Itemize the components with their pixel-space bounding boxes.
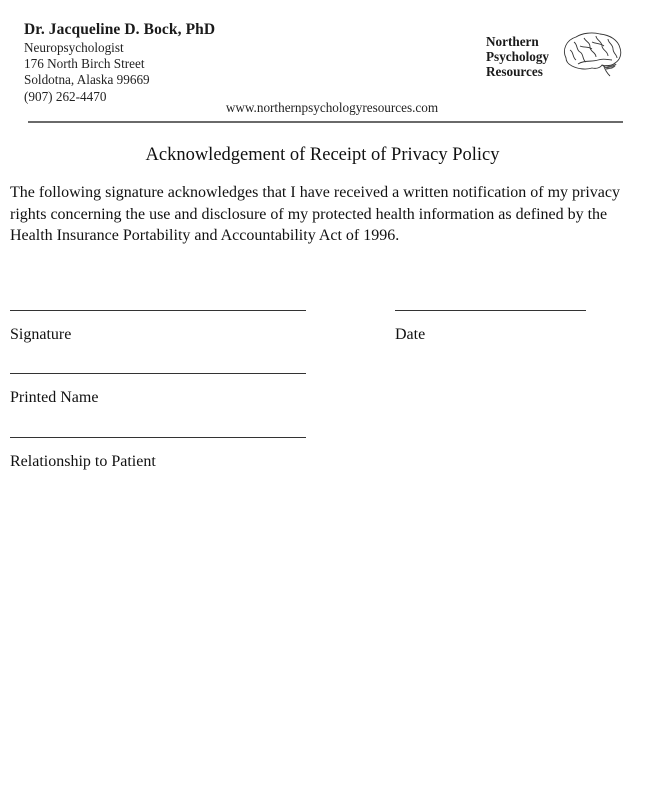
org-name-line-1: Northern [486, 34, 539, 49]
doctor-name: Dr. Jacqueline D. Bock, PhD [24, 21, 216, 38]
printed-name-line[interactable] [10, 373, 306, 374]
website-link[interactable]: www.northernpsychologyresources.com [225, 100, 439, 115]
org-name-line-3: Resources [486, 64, 543, 79]
acknowledgement-text: The following signature acknowledges that I have received a written notification of my privacy rights concerning the use and disclosure of my protected health information as defined by the Health Insurance Portability and Accountability Act of 1996. [10, 184, 621, 244]
relationship-label: Relationship to Patient [10, 453, 156, 470]
signature-label: Signature [10, 326, 72, 343]
brain-icon [560, 30, 624, 85]
printed-name-label: Printed Name [10, 389, 99, 406]
signature-line[interactable] [10, 310, 306, 311]
org-name-line-2: Psychology [486, 49, 550, 64]
address-line-2: Soldotna, Alaska 99669 [24, 72, 150, 87]
date-line[interactable] [395, 310, 586, 311]
date-label: Date [395, 326, 426, 343]
doctor-title: Neuropsychologist [24, 40, 124, 55]
document-title: Acknowledgement of Receipt of Privacy Policy [145, 145, 500, 165]
address-line-1: 176 North Birch Street [24, 56, 145, 71]
header-divider [28, 121, 623, 123]
relationship-line[interactable] [10, 437, 306, 438]
org-name [486, 34, 549, 79]
phone-number: (907) 262-4470 [24, 89, 107, 104]
